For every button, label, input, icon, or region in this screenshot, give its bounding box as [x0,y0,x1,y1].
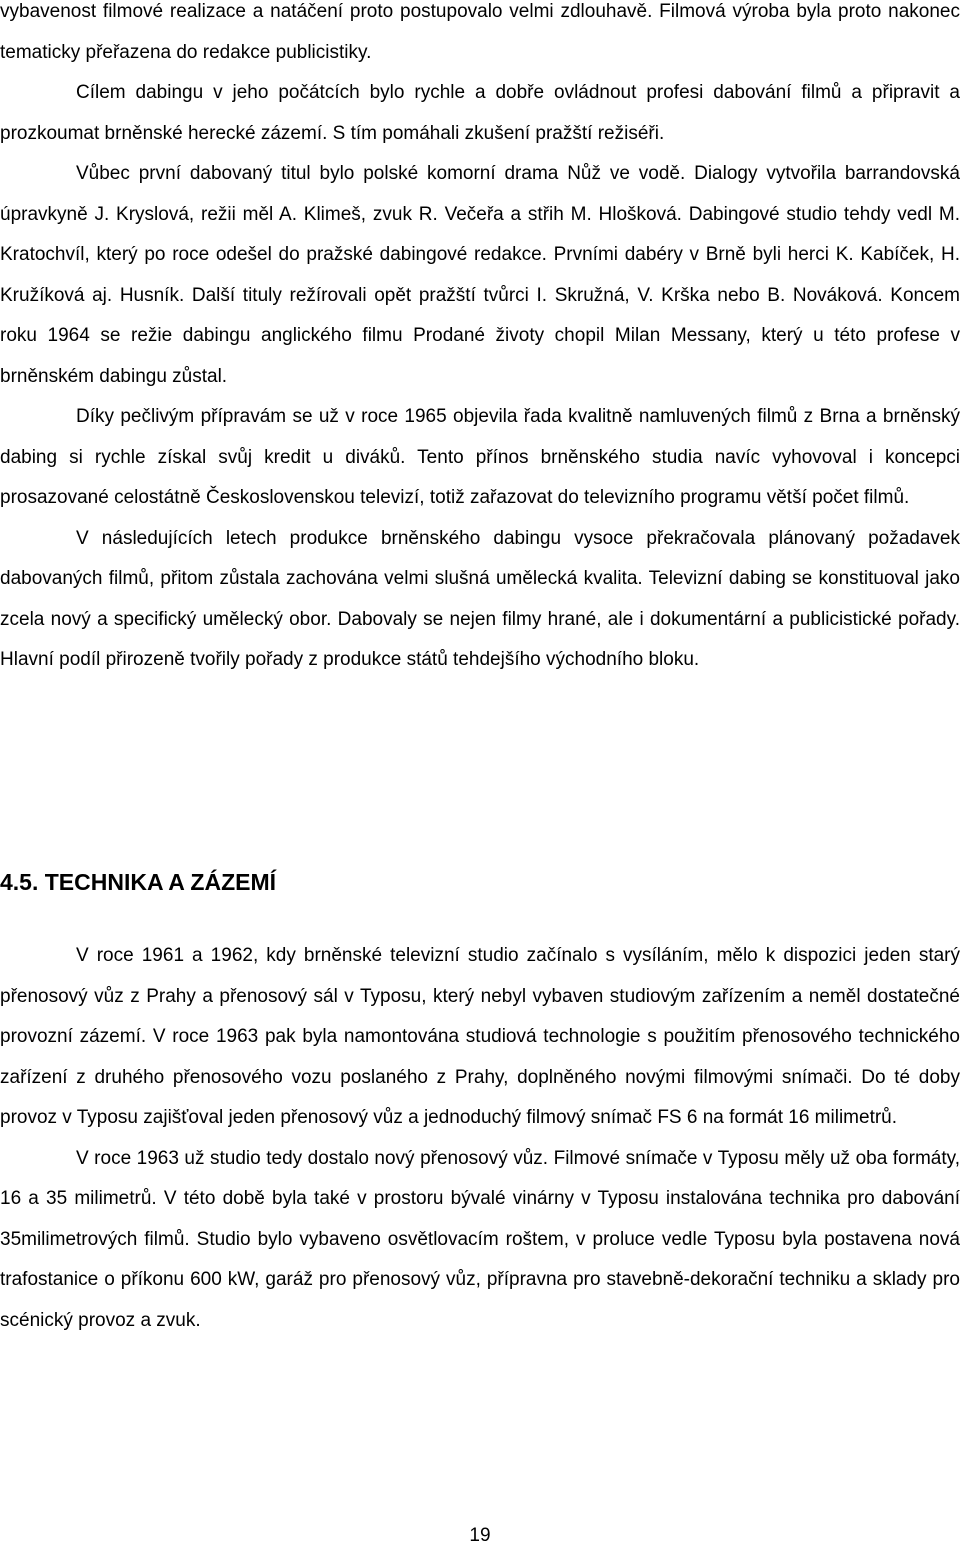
section-body-technika [0,936,960,1341]
section-heading: 4.5. TECHNIKA A ZÁZEMÍ [0,869,277,895]
paragraph: Díky pečlivým přípravám se už v roce 1965 objevila řada kvalitně namluvených filmů z Brna a brněnský dabing si rychle získal svůj kredit u diváků. Tento přínos brněnského studia navíc vyhovoval i koncepci prosazované celostátně Československou televizí, totiž zařazovat do televizního programu větší počet filmů. [0,406,960,508]
section-body-dabing [0,0,960,681]
paragraph: V následujících letech produkce brněnského dabingu vysoce překračovala plánovaný požadavek dabovaných filmů, přitom zůstala zachována velmi slušná umělecká kvalita. Televizní dabing se konstituoval jako zcela nový a specifický umělecký obor. Dabovaly se nejen filmy hrané, ale i dokumentární a publicistické pořady. Hlavní podíl přirozeně tvořily pořady z produkce států tehdejšího východního bloku. [0,527,960,670]
paragraph: V roce 1963 už studio tedy dostalo nový přenosový vůz. Filmové snímače v Typosu měly už oba formáty, 16 a 35 milimetrů. V této době byla také v prostoru bývalé vinárny v Typosu instalována technika pro dabování 35milimetrových filmů. Studio bylo vybaveno osvětlovacím roštem, v proluce vedle Typosu byla postavena nová trafostanice o příkonu 600 kW, garáž pro přenosový vůz, přípravna pro stavebně-dekorační techniku a sklady pro scénický provoz a zvuk. [0,1147,960,1331]
paragraph: Vůbec první dabovaný titul bylo polské komorní drama Nůž ve vodě. Dialogy vytvořila barrandovská úpravkyně J. Kryslová, režii měl A. Klimeš, zvuk R. Večeřa a střih M. Hlošková. Dabingové studio tehdy vedl M. Kratochvíl, který po roce odešel do pražské dabingové redakce. Prvními dabéry v Brně byli herci K. Kabíček, H. Kružíková aj. Husník. Další tituly režírovali opět pražští tvůrci I. Skružná, V. Krška nebo B. Nováková. Koncem roku 1964 se režie dabingu anglického filmu Prodané životy chopil Milan Messany, který u této profese v brněnském dabingu zůstal. [0,163,960,387]
paragraph: vybavenost filmové realizace a natáčení proto postupovalo velmi zdlouhavě. Filmová výroba byla proto nakonec tematicky přeřazena do redakce publicistiky. [0,1,960,63]
page-number: 19 [469,1525,491,1546]
paragraph: Cílem dabingu v jeho počátcích bylo rychle a dobře ovládnout profesi dabování filmů a připravit a prozkoumat brněnské herecké zázemí. S tím pomáhali zkušení pražští režiséři. [0,82,960,144]
paragraph: V roce 1961 a 1962, kdy brněnské televizní studio začínalo s vysíláním, mělo k dispozici jeden starý přenosový vůz z Prahy a přenosový sál v Typosu, který nebyl vybaven studiovým zařízením a neměl dostatečné provozní zázemí. V roce 1963 pak byla namontována studiová technologie s použitím přenosového technického zařízení z druhého přenosového vozu poslaného z Prahy, doplněného novými filmovými snímači. Do té doby provoz v Typosu zajišťoval jeden přenosový vůz a jednoduchý filmový snímač FS 6 na formát 16 milimetrů. [0,945,960,1128]
